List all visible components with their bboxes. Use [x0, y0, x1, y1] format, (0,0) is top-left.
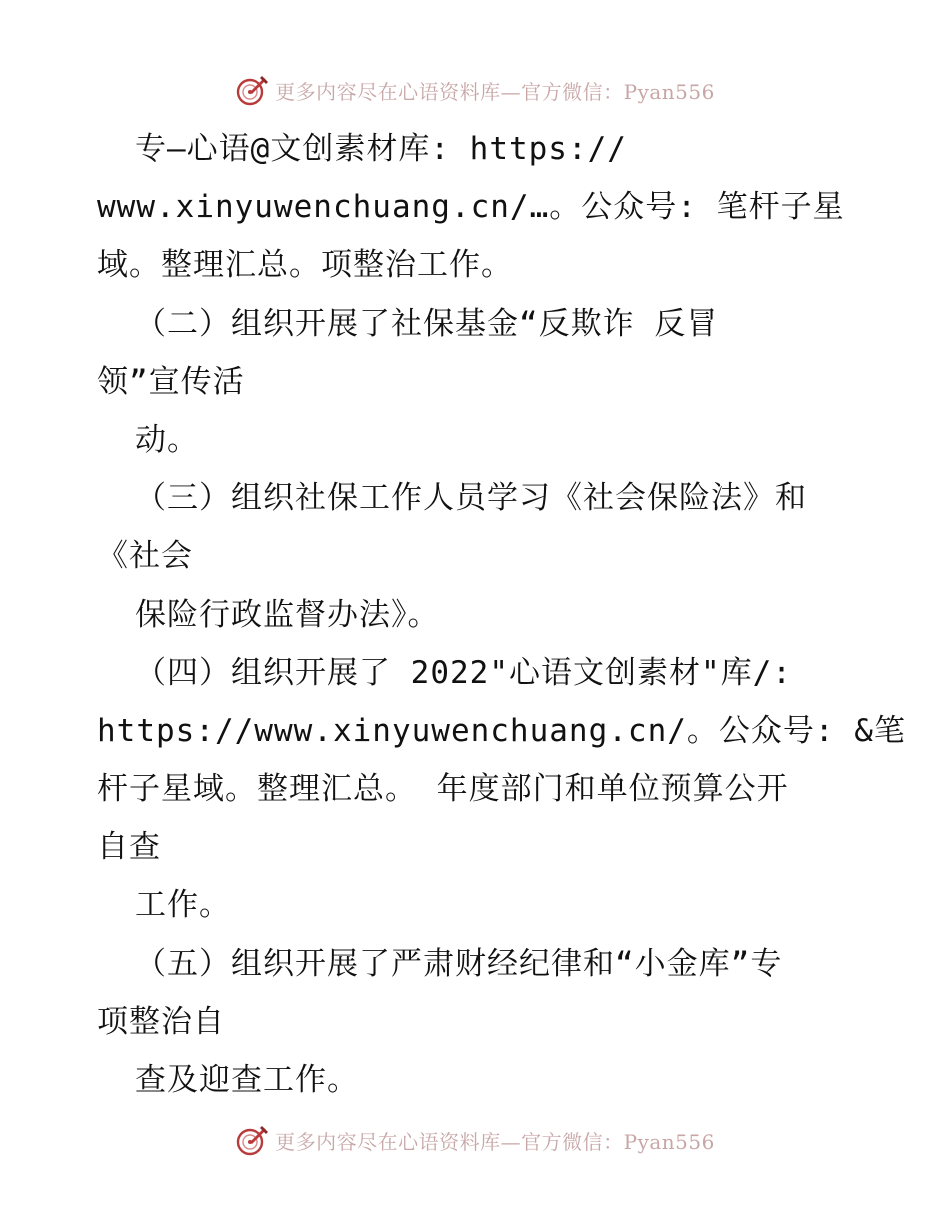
body-line: （二）组织开展了社保基金“反欺诈 反冒 [135, 305, 719, 342]
body-line: https://www.xinyuwenchuang.cn/。公众号: &笔 [97, 712, 906, 749]
footer-banner [0, 1120, 950, 1160]
document-body [97, 120, 906, 1109]
body-line: 域。整理汇总。项整治工作。 [97, 247, 513, 284]
body-line: 查及迎查工作。 [135, 1062, 359, 1098]
footer-banner-text: 更多内容尽在心语资料库—官方微信：Pyan556 [275, 1129, 715, 1154]
body-line: 保险行政监督办法》。 [135, 596, 440, 633]
body-line: 工作。 [135, 887, 231, 924]
body-line: （三）组织社保工作人员学习《社会保险法》和 [135, 480, 807, 517]
body-line: 杆子星域。整理汇总。 年度部门和单位预算公开 [97, 771, 789, 808]
body-line: 自查 [97, 829, 161, 866]
body-line: 项整治自 [97, 1003, 225, 1040]
pen-nib-logo-icon [235, 1123, 269, 1157]
body-line: （四）组织开展了 2022"心语文创素材"库/: [135, 654, 792, 691]
body-line: 动。 [135, 421, 199, 458]
header-banner [0, 70, 950, 110]
body-line: 领”宣传活 [97, 363, 245, 400]
pen-nib-logo-icon [235, 73, 269, 107]
body-line: www.xinyuwenchuang.cn/…。公众号: 笔杆子星 [97, 189, 845, 226]
body-line: （五）组织开展了严肃财经纪律和“小金库”专 [135, 945, 783, 982]
header-banner-text: 更多内容尽在心语资料库—官方微信：Pyan556 [275, 79, 715, 104]
body-line: 《社会 [97, 538, 193, 575]
body-line: 专—心语@文创素材库: https:// [135, 131, 627, 167]
